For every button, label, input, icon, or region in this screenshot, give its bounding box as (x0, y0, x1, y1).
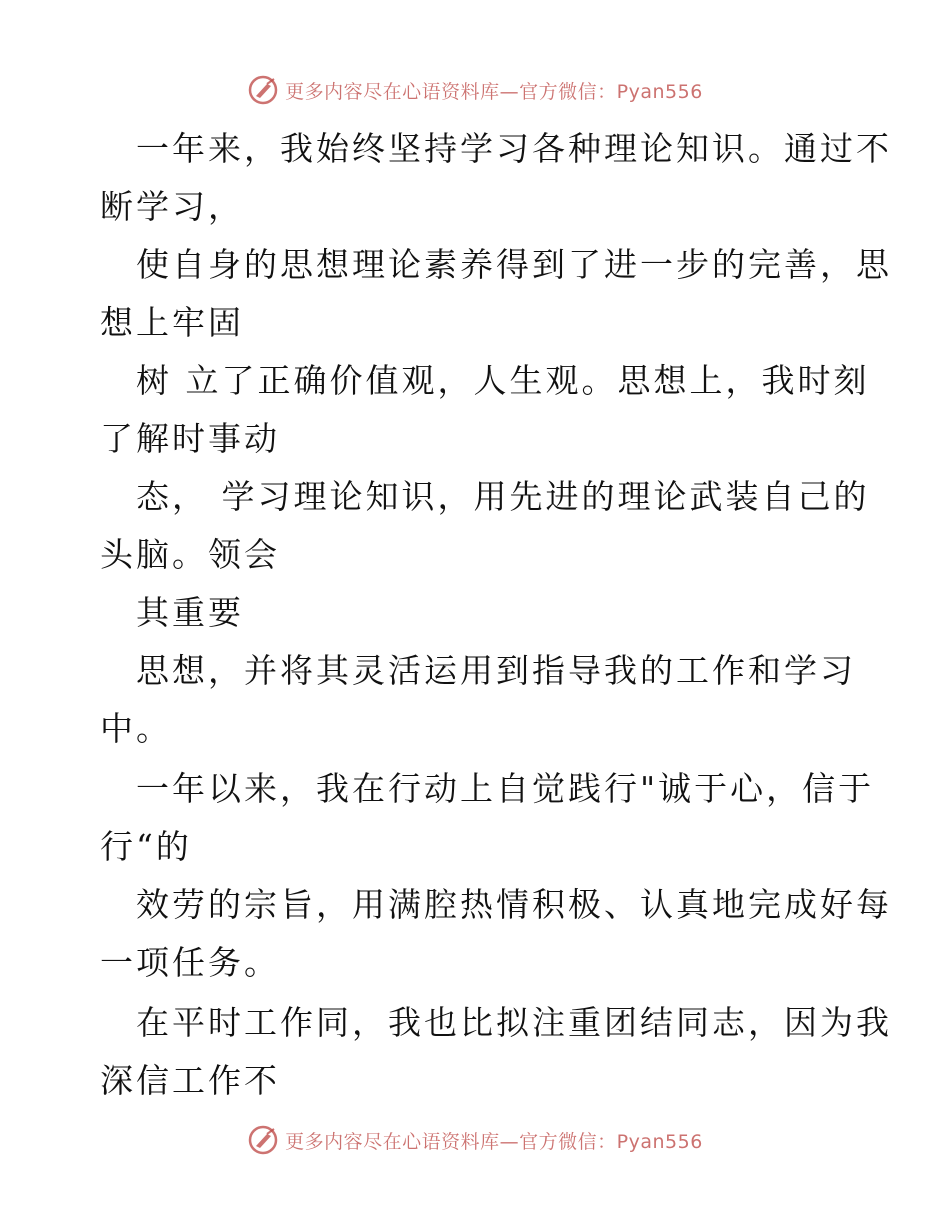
watermark-text: 更多内容尽在心语资料库—官方微信：Pyan556 (285, 1130, 703, 1153)
watermark-banner-bottom (0, 1120, 950, 1160)
paragraph-7-line-2: 行“的 (100, 827, 192, 866)
paragraph-7-line-1: 一年以来，我在行动上自觉践行"诚于心，信于 (136, 769, 875, 808)
paragraph-3-line-2: 了解时事动 (100, 419, 280, 458)
paragraph-1-line-1: 一年来，我始终坚持学习各种理论知识。通过不 (136, 129, 892, 168)
paragraph-4-line-2: 头脑。领会 (100, 535, 280, 574)
paragraph-2-line-1: 使自身的思想理论素养得到了进一步的完善，思 (136, 245, 892, 284)
paragraph-8-line-1: 效劳的宗旨，用满腔热情积极、认真地完成好每 (136, 885, 892, 924)
paragraph-9-line-1: 在平时工作同，我也比拟注重团结同志，因为我 (136, 1003, 892, 1042)
quill-logo-icon (247, 1124, 279, 1156)
paragraph-1-line-2: 断学习， (100, 187, 244, 226)
paragraph-2-line-2: 想上牢固 (100, 303, 244, 342)
paragraph-8-line-2: 一项任务。 (100, 943, 280, 982)
paragraph-6-line-1: 思想，并将其灵活运用到指导我的工作和学习 (136, 651, 856, 690)
watermark-banner-top (0, 70, 950, 110)
paragraph-3-line-1: 树 立了正确价值观，人生观。思想上，我时刻 (136, 361, 870, 400)
paragraph-9-line-2: 深信工作不 (100, 1061, 280, 1100)
quill-logo-icon (247, 74, 279, 106)
paragraph-5-line-1: 其重要 (136, 593, 244, 632)
paragraph-6-line-2: 中。 (100, 709, 172, 748)
paragraph-4-line-1: 态， 学习理论知识，用先进的理论武装自己的 (136, 477, 870, 516)
watermark-text: 更多内容尽在心语资料库—官方微信：Pyan556 (285, 80, 703, 103)
